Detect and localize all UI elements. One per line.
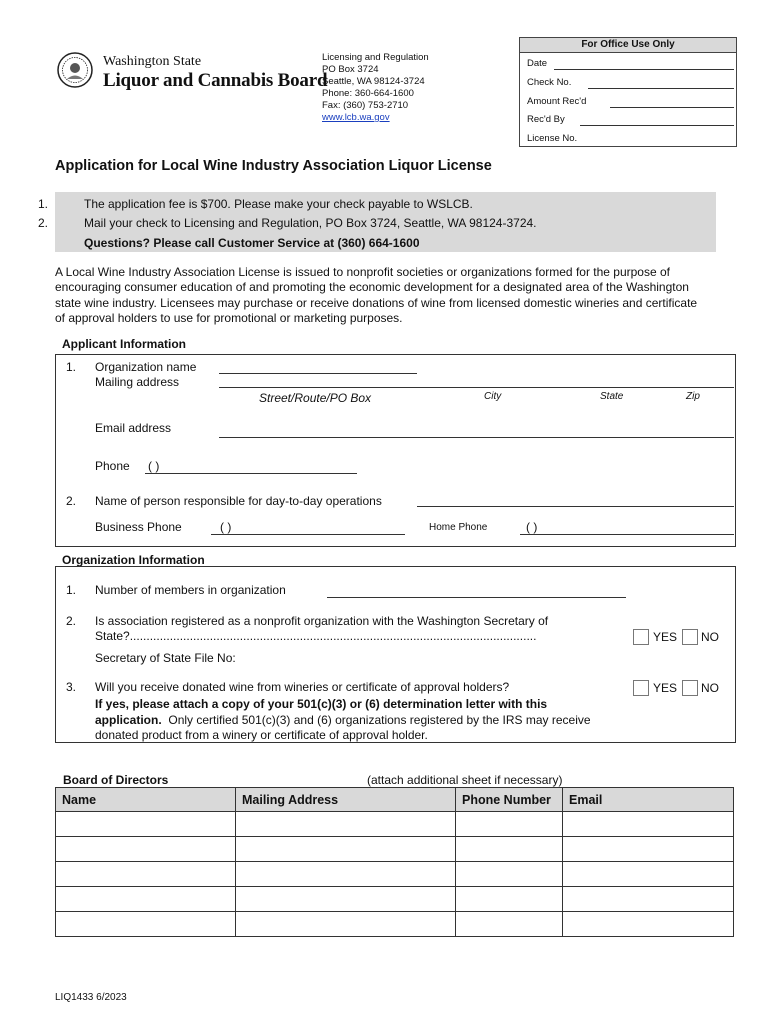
table-row <box>56 887 734 912</box>
item-number: 3. <box>66 680 77 694</box>
responsible-person-label: Name of person responsible for day-to-day operations <box>95 494 382 508</box>
office-amount-label: Amount Rec'd <box>527 96 587 107</box>
board-table-header <box>56 788 734 812</box>
home-phone-area-code: ( ) <box>526 520 538 534</box>
phone-field[interactable] <box>145 473 357 474</box>
business-phone-area-code: ( ) <box>220 520 232 534</box>
application-word: application. <box>95 713 162 727</box>
members-field[interactable] <box>327 597 626 598</box>
name-cell[interactable] <box>56 812 236 837</box>
email-field[interactable] <box>219 437 734 438</box>
col-phone: Phone Number <box>456 788 563 812</box>
phone-area-code: ( ) <box>148 459 160 473</box>
email-cell[interactable] <box>563 912 734 937</box>
email-label: Email address <box>95 421 172 435</box>
item-number: 1. <box>66 583 77 597</box>
city-caption: City <box>484 391 502 402</box>
name-cell[interactable] <box>56 837 236 862</box>
office-amount-field[interactable] <box>610 107 734 108</box>
contact-city: Seattle, WA 98124-3724 <box>322 76 425 87</box>
office-date-label: Date <box>527 58 548 69</box>
certification-note <box>95 713 591 727</box>
form-number: LIQ1433 6/2023 <box>55 992 127 1003</box>
name-cell[interactable] <box>56 862 236 887</box>
zip-caption: Zip <box>686 391 700 402</box>
name-cell[interactable] <box>56 912 236 937</box>
item-number: 2. <box>66 494 77 508</box>
board-table <box>55 787 734 937</box>
email-cell[interactable] <box>563 837 734 862</box>
address-cell[interactable] <box>236 912 456 937</box>
street-caption: Street/Route/PO Box <box>259 391 372 405</box>
phone-cell[interactable] <box>456 837 563 862</box>
certification-note-line4: donated product from a winery or certificate of approval holder. <box>95 728 428 742</box>
home-phone-label: Home Phone <box>429 522 488 533</box>
office-date-field[interactable] <box>554 69 734 70</box>
business-phone-label: Business Phone <box>95 520 182 534</box>
donated-yes-checkbox[interactable] <box>633 680 649 696</box>
instruction-text: Mail your check to Licensing and Regulation, PO Box 3724, Seattle, WA 98124-3724. <box>84 216 537 230</box>
office-license-label: License No. <box>527 133 578 144</box>
address-cell[interactable] <box>236 862 456 887</box>
table-row <box>56 912 734 937</box>
organization-heading: Organization Information <box>62 553 205 567</box>
instructions-box <box>38 192 716 252</box>
members-label: Number of members in organization <box>95 583 286 597</box>
nonprofit-no-checkbox[interactable] <box>682 629 698 645</box>
col-name: Name <box>56 788 236 812</box>
questions-text: Questions? Please call Customer Service at (360) 664-1600 <box>84 236 420 250</box>
applicant-heading: Applicant Information <box>62 337 186 351</box>
instruction-num: 1. <box>38 197 49 211</box>
office-check-label: Check No. <box>527 77 572 88</box>
state-caption: State <box>600 391 624 402</box>
email-cell[interactable] <box>563 887 734 912</box>
nonprofit-question-line2: State?.......................................................................................................................... <box>95 629 537 643</box>
org-name-field[interactable] <box>219 373 417 374</box>
donated-wine-question: Will you receive donated wine from wineries or certificate of approval holders? <box>95 680 510 694</box>
email-cell[interactable] <box>563 862 734 887</box>
contact-po-box: PO Box 3724 <box>322 64 379 75</box>
mailing-address-label: Mailing address <box>95 375 180 389</box>
email-cell[interactable] <box>563 812 734 837</box>
brand-line2: Liquor and Cannabis Board <box>103 70 328 91</box>
table-row <box>56 812 734 837</box>
office-use-box <box>519 37 737 147</box>
col-email: Email <box>563 788 734 812</box>
intro-paragraph: A Local Wine Industry Association License is issued to nonprofit societies or organizations formed for the purpose of encouraging consumer education of and promoting the economic development for a designated area of the Washington state wine industry. Licensees may purchase or receive donations of wine from licensed domestic wineries and certificate of approval holders to use for promotional or marketing purposes. <box>55 265 698 326</box>
instruction-num: 2. <box>38 216 49 230</box>
address-cell[interactable] <box>236 887 456 912</box>
yes-label: YES <box>653 681 678 695</box>
yes-label: YES <box>653 630 678 644</box>
no-label: NO <box>701 630 719 644</box>
instruction-text: The application fee is $700. Please make your check payable to WSLCB. <box>84 197 473 211</box>
contact-block <box>322 52 429 124</box>
board-heading: Board of Directors <box>63 773 169 787</box>
no-label: NO <box>701 681 719 695</box>
office-use-title: For Office Use Only <box>520 38 736 53</box>
org-name-label: Organization name <box>95 360 197 374</box>
nonprofit-yes-checkbox[interactable] <box>633 629 649 645</box>
contact-phone: Phone: 360-664-1600 <box>322 88 414 99</box>
address-cell[interactable] <box>236 837 456 862</box>
col-mailing-address: Mailing Address <box>236 788 456 812</box>
contact-org: Licensing and Regulation <box>322 52 429 63</box>
wslcb-seal-logo <box>57 52 93 88</box>
website-link[interactable]: www.lcb.wa.gov <box>322 112 390 123</box>
phone-cell[interactable] <box>456 862 563 887</box>
brand-line1: Washington State <box>103 54 202 69</box>
office-recd-label: Rec'd By <box>527 114 565 125</box>
office-recd-field[interactable] <box>580 125 734 126</box>
office-check-field[interactable] <box>588 88 734 89</box>
home-phone-field[interactable] <box>520 534 734 535</box>
mailing-address-field[interactable] <box>219 387 734 388</box>
contact-fax: Fax: (360) 753-2710 <box>322 100 409 111</box>
sos-file-label: Secretary of State File No: <box>95 651 236 665</box>
certification-note-text: Only certified 501(c)(3) and (6) organizations registered by the IRS may receive <box>168 713 591 727</box>
phone-cell[interactable] <box>456 812 563 837</box>
address-cell[interactable] <box>236 812 456 837</box>
applicant-section <box>55 354 736 547</box>
phone-cell[interactable] <box>456 912 563 937</box>
table-row <box>56 862 734 887</box>
name-cell[interactable] <box>56 887 236 912</box>
item-number: 1. <box>66 360 77 374</box>
page-title: Application for Local Wine Industry Association Liquor License <box>55 158 492 174</box>
phone-label: Phone <box>95 459 130 473</box>
business-phone-field[interactable] <box>211 534 405 535</box>
nonprofit-question-line1: Is association registered as a nonprofit organization with the Washington Secretary of <box>95 614 549 628</box>
table-row <box>56 837 734 862</box>
board-note: (attach additional sheet if necessary) <box>367 773 563 787</box>
item-number: 2. <box>66 614 77 628</box>
organization-section <box>55 566 736 743</box>
phone-cell[interactable] <box>456 887 563 912</box>
responsible-person-field[interactable] <box>417 506 734 507</box>
donated-no-checkbox[interactable] <box>682 680 698 696</box>
attach-letter-instruction: If yes, please attach a copy of your 501(c)(3) or (6) determination letter with this <box>95 697 548 711</box>
